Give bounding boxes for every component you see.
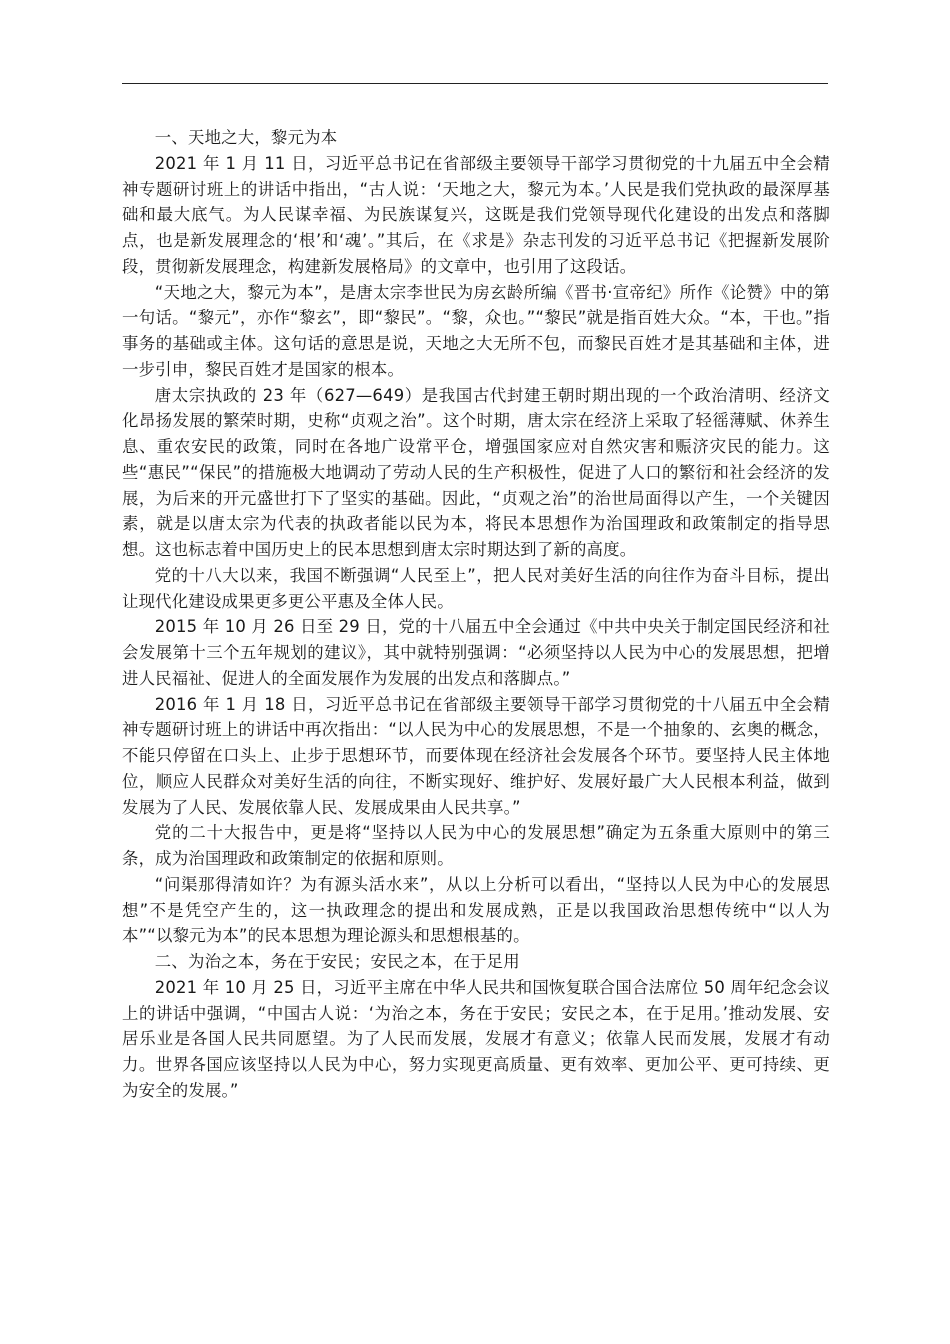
section-heading-2: 二、为治之本，务在于安民；安民之本，在于足用 — [154, 952, 520, 971]
paragraph: “问渠那得清如许？为有源头活水来”，从以上分析可以看出，“坚持以人民为中心的发展思想”不是凭空产生的，这一执政理念的提出和发展成熟，正是以我国政治思想传统中“以人为本”“以黎元为本”的民本思想为理论源头和思想根基的。 — [122, 874, 830, 946]
paragraph: 2016 年 1 月 18 日，习近平总书记在省部级主要领导干部学习贯彻党的十八届五中全会精神专题研讨班上的讲话中再次指出：“以人民为中心的发展思想，不是一个抽象的、玄奥的概念，不能只停留在口头上、止步于思想环节，而要体现在经济社会发展各个环节。要坚持人民主体地位，顺应人民群众对美好生活的向往，不断实现好、维护好、发展好最广大人民根本利益，做到发展为了人民、发展依靠人民、发展成果由人民共享。” — [122, 694, 830, 817]
paragraph: 2021 年 10 月 25 日，习近平主席在中华人民共和国恢复联合国合法席位 50 周年纪念会议上的讲话中强调，“中国古人说：‘为治之本，务在于安民；安民之本，在于足用。’推动发展、安居乐业是各国人民共同愿望。为了人民而发展，发展才有意义；依靠人民而发展，发展才有动力。世界各国应该坚持以人民为中心，努力实现更高质量、更有效率、更加公平、更可持续、更为安全的发展。” — [122, 977, 830, 1100]
paragraph: 党的二十大报告中，更是将“坚持以人民为中心的发展思想”确定为五条重大原则中的第三条，成为治国理政和政策制定的依据和原则。 — [122, 823, 830, 868]
paragraph: “天地之大，黎元为本”，是唐太宗李世民为房玄龄所编《晋书·宣帝纪》所作《论赞》中的第一句话。“黎元”，亦作“黎玄”，即“黎民”。“黎，众也。”“黎民”就是指百姓大众。“本，干也。”指事务的基础或主体。这句话的意思是说，天地之大无所不包，而黎民百姓才是其基础和主体，进一步引申，黎民百姓才是国家的根本。 — [122, 282, 830, 379]
paragraph: 2015 年 10 月 26 日至 29 日，党的十八届五中全会通过《中共中央关于制定国民经济和社会发展第十三个五年规划的建议》，其中就特别强调：“必须坚持以人民为中心的发展思想，把增进人民福祉、促进人的全面发展作为发展的出发点和落脚点。” — [122, 617, 830, 688]
header-rule — [122, 83, 828, 84]
paragraph: 2021 年 1 月 11 日，习近平总书记在省部级主要领导干部学习贯彻党的十九届五中全会精神专题研讨班上的讲话中指出，“古人说：‘天地之大，黎元为本。’人民是我们党执政的最深厚基础和最大底气。为人民谋幸福、为民族谋复兴，这既是我们党领导现代化建设的出发点和落脚点，也是新发展理念的‘根’和‘魂’。”其后，在《求是》杂志刊发的习近平总书记《把握新发展阶段，贯彻新发展理念，构建新发展格局》的文章中，也引用了这段话。 — [122, 153, 830, 276]
article-body — [122, 125, 830, 1104]
section-heading-1: 一、天地之大，黎元为本 — [154, 128, 338, 147]
paragraph: 党的十八大以来，我国不断强调“人民至上”，把人民对美好生活的向往作为奋斗目标，提出让现代化建设成果更多更公平惠及全体人民。 — [122, 565, 830, 611]
paragraph: 唐太宗执政的 23 年（627—649）是我国古代封建王朝时期出现的一个政治清明、经济文化昂扬发展的繁荣时期，史称“贞观之治”。这个时期，唐太宗在经济上采取了轻徭薄赋、休养生息、重农安民的政策，同时在各地广设常平仓，增强国家应对自然灾害和赈济灾民的能力。这些“惠民”“保民”的措施极大地调动了劳动人民的生产积极性，促进了人口的繁衍和社会经济的发展，为后来的开元盛世打下了坚实的基础。因此，“贞观之治”的治世局面得以产生，一个关键因素，就是以唐太宗为代表的执政者能以民为本，将民本思想作为治国理政和政策制定的指导思想。这也标志着中国历史上的民本思想到唐太宗时期达到了新的高度。 — [122, 385, 830, 559]
